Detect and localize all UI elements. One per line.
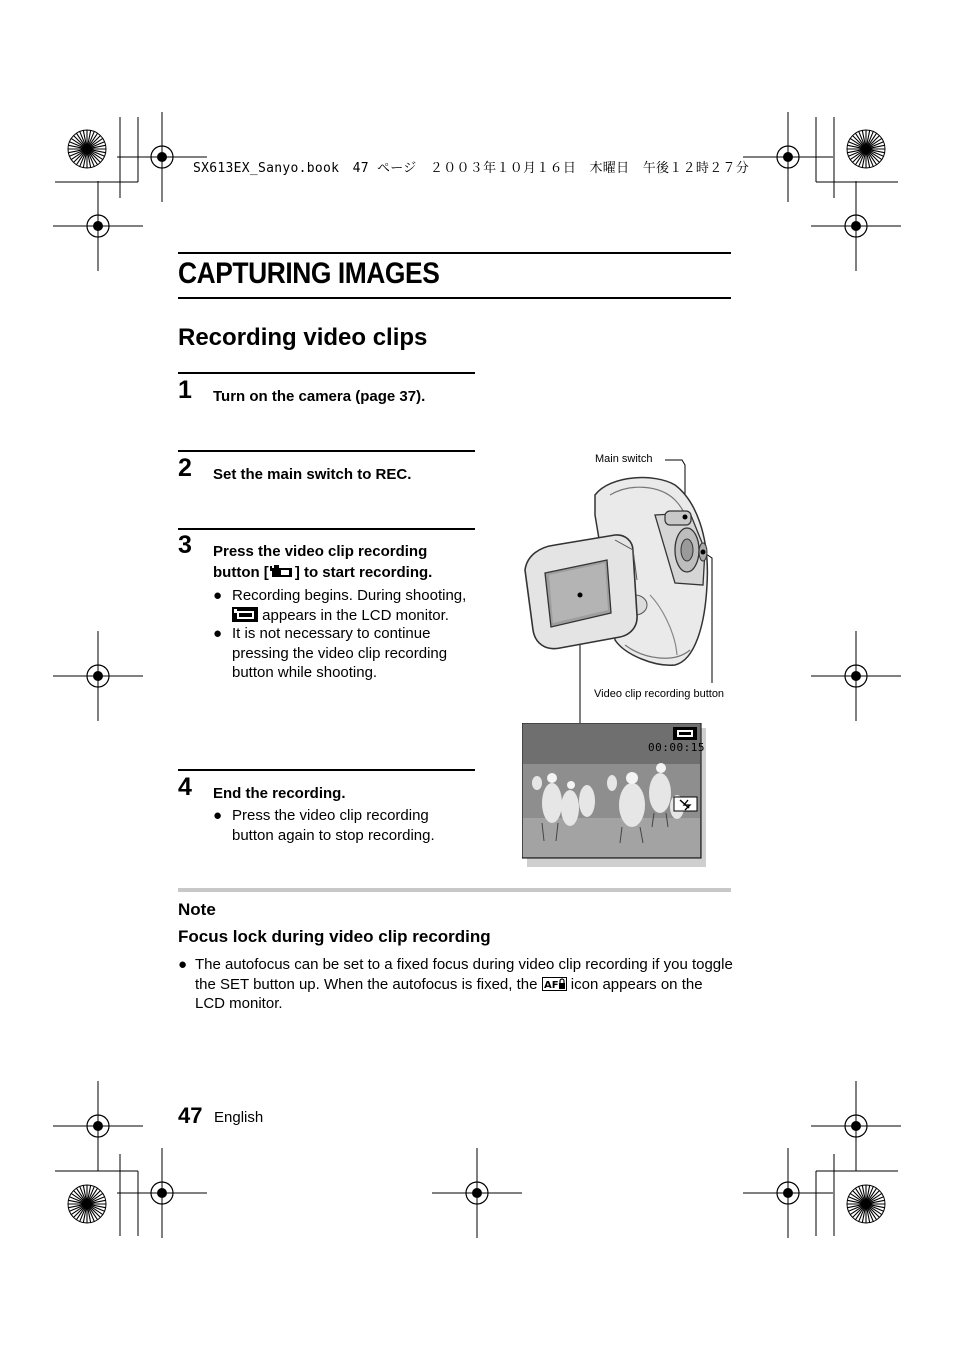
step-3-bullet-1-pre: Recording begins. During shooting, [232,587,467,604]
step-3-title-post: ] to start recording. [294,564,433,581]
step-2-title: Set the main switch to REC. [213,466,412,483]
page-language: English [214,1109,264,1126]
bullet-dot-icon: ● [178,956,188,973]
step-3-title-line1: Press the video clip recording [213,543,428,560]
bullet-dot-icon: ● [213,587,223,604]
page-title: CAPTURING IMAGES [178,257,440,290]
camera-illustration [515,455,740,735]
step-3-bullet-1 [213,586,482,625]
step-3-rule [178,528,475,530]
step-1-title: Turn on the camera (page 37). [213,388,426,405]
step-3-bullet-1-post: appears in the LCD monitor. [262,606,449,624]
step-3-title-pre: button [ [213,564,269,581]
af-lock-icon [542,977,567,991]
print-header: SX613EX_Sanyo.book 47 ページ ２００３年１０月１６日 木曜日 午後１２時２７分 [193,161,750,176]
step-4-number: 4 [178,773,192,801]
bullet-dot-icon: ● [213,807,223,824]
step-4-title: End the recording. [213,785,346,802]
video-clip-icon [269,565,295,579]
step-1-rule [178,372,475,374]
note-subheading: Focus lock during video clip recording [178,927,491,946]
step-4-rule [178,769,475,771]
video-clip-icon [232,607,258,622]
note-body-post: icon appears on the LCD monitor. [195,975,703,1012]
svg-text:AF: AF [543,979,559,991]
note-heading: Note [178,900,216,919]
flash-off-icon [674,797,697,811]
step-4-bullet-1-text: Press the video clip recording button again to stop recording. [232,807,435,844]
page-number: 47 [178,1103,203,1128]
title-rule-top [178,252,731,254]
step-3-bullet-2 [213,624,472,683]
section-title: Recording video clips [178,324,428,351]
step-2-rule [178,450,475,452]
note-body-pre: The autofocus can be set to a fixed focus during video clip recording if you toggle the SET button up. When the autofocus is fixed, the [195,956,733,993]
step-3-title [213,541,483,583]
video-clip-icon [673,727,697,740]
step-3-bullet-2-text: It is not necessary to continue pressing the video clip recording button while shooting. [232,625,448,681]
bullet-dot-icon: ● [213,625,223,642]
note-body [178,955,735,1014]
title-rule-bottom [178,297,731,299]
video-button-label: Video clip recording button [594,688,725,700]
lcd-time-readout: 00:00:15 [648,741,705,754]
step-4-bullet-1 [213,806,472,845]
note-rule [178,888,731,892]
step-2-number: 2 [178,454,192,482]
main-switch-label: Main switch [595,453,653,465]
step-3-number: 3 [178,531,192,559]
step-1-number: 1 [178,376,192,404]
